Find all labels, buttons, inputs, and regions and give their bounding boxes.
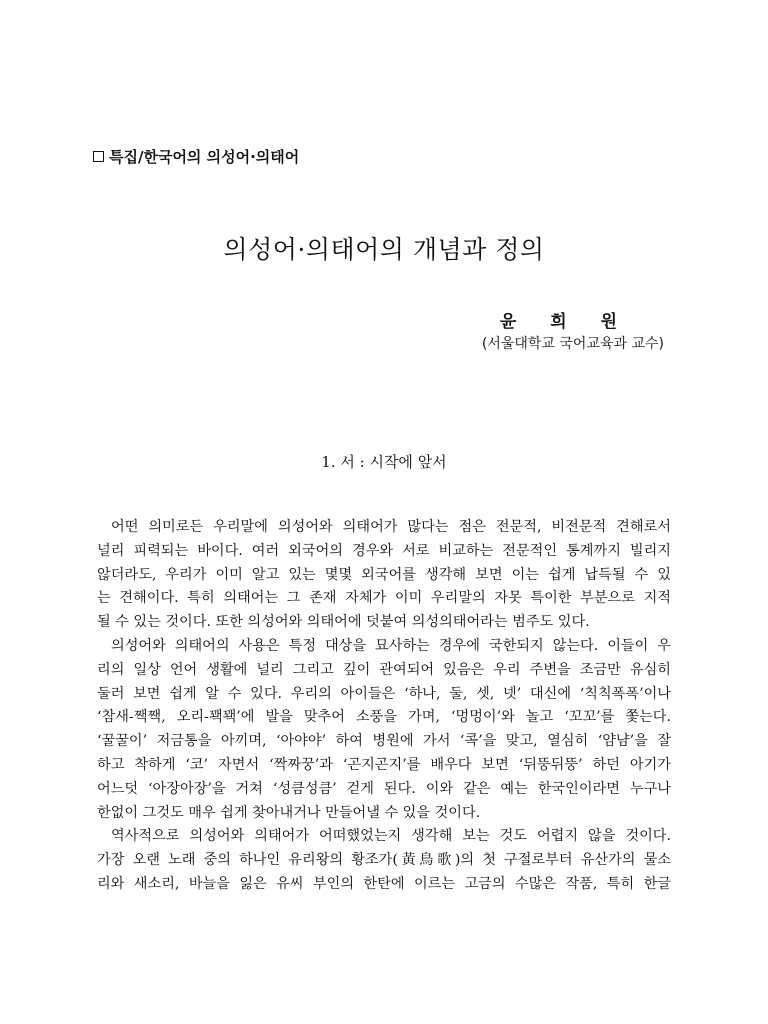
body-line: ‘꿀꿀이’ 저금통을 아끼며, ‘아야야’ 하여 병원에 가서 ‘콕’을 맞고, 열심히 ‘얌냠’을 잘 bbox=[97, 733, 671, 750]
article-title: 의성어·의태어의 개념과 정의 bbox=[223, 235, 545, 264]
section-header bbox=[93, 146, 299, 167]
paragraph-2 bbox=[97, 635, 671, 825]
checkbox-square-icon bbox=[93, 151, 104, 162]
body-line: 의성어와 의태어의 사용은 특정 대상을 묘사하는 경우에 국한되지 않는다. 이들이 우 bbox=[111, 637, 671, 654]
body-line: 리의 일상 언어 생활에 널리 그리고 깊이 관여되어 있음은 우리 주변을 조금만 유심히 bbox=[97, 661, 671, 678]
body-line: 가장 오랜 노래 중의 하나인 유리왕의 황조가(黃鳥歌)의 첫 구절로부터 유산가의 물소 bbox=[97, 852, 671, 869]
section-header-label: 특집/한국어의 의성어·의태어 bbox=[109, 148, 300, 166]
author-name: 윤 희 원 bbox=[499, 312, 631, 332]
article-body bbox=[97, 516, 671, 897]
body-line: 하고 착하게 ‘코’ 자면서 ‘짝짜꿍’과 ‘곤지곤지’를 배우다 보면 ‘뒤뚱뒤뚱’ 하던 아기가 bbox=[97, 756, 671, 773]
body-line: 어느덧 ‘아장아장’을 거쳐 ‘성큼성큼’ 걷게 된다. 이와 같은 예는 한국인이라면 누구나 bbox=[97, 780, 671, 797]
body-line: 널리 피력되는 바이다. 여러 외국어의 경우와 서로 비교하는 전문적인 통계까지 빌리지 bbox=[97, 542, 671, 559]
body-line: 않더라도, 우리가 이미 알고 있는 몇몇 외국어를 생각해 보면 이는 쉽게 납득될 수 있 bbox=[97, 566, 671, 583]
body-line: 리와 새소리, 바늘을 잃은 유씨 부인의 한탄에 이르는 고금의 수많은 작품, 특히 한글 bbox=[97, 875, 671, 892]
paragraph-1 bbox=[97, 516, 671, 635]
body-line: ‘참새-짹짹, 오리-꽥꽥’에 발을 맞추어 소풍을 가며, ‘멍멍이’와 놀고 ‘꼬꼬’를 쫓는다. bbox=[97, 709, 671, 726]
body-line: 될 수 있는 것이다. 또한 의성어와 의태어에 덧붙여 의성의태어라는 범주도 있다. bbox=[97, 614, 590, 631]
section-heading: 1. 서 : 시작에 앞서 bbox=[321, 453, 447, 471]
author-affiliation: (서울대학교 국어교육과 교수) bbox=[481, 336, 664, 352]
body-line: 는 견해이다. 특히 의태어는 그 존재 자체가 이미 우리말의 자못 특이한 부분으로 지적 bbox=[97, 590, 671, 607]
paragraph-3 bbox=[97, 825, 671, 896]
body-line: 역사적으로 의성어와 의태어가 어떠했었는지 생각해 보는 것도 어렵지 않을 것이다. bbox=[111, 828, 671, 845]
body-line: 어떤 의미로든 우리말에 의성어와 의태어가 많다는 점은 전문적, 비전문적 견해로서 bbox=[111, 519, 671, 535]
body-line: 둘러 보면 쉽게 알 수 있다. 우리의 아이들은 ‘하나, 둘, 셋, 넷’ 대신에 ‘칙칙폭폭’이나 bbox=[97, 685, 671, 702]
body-line: 한없이 그것도 매우 쉽게 찾아내거나 만들어낼 수 있을 것이다. bbox=[97, 804, 481, 821]
